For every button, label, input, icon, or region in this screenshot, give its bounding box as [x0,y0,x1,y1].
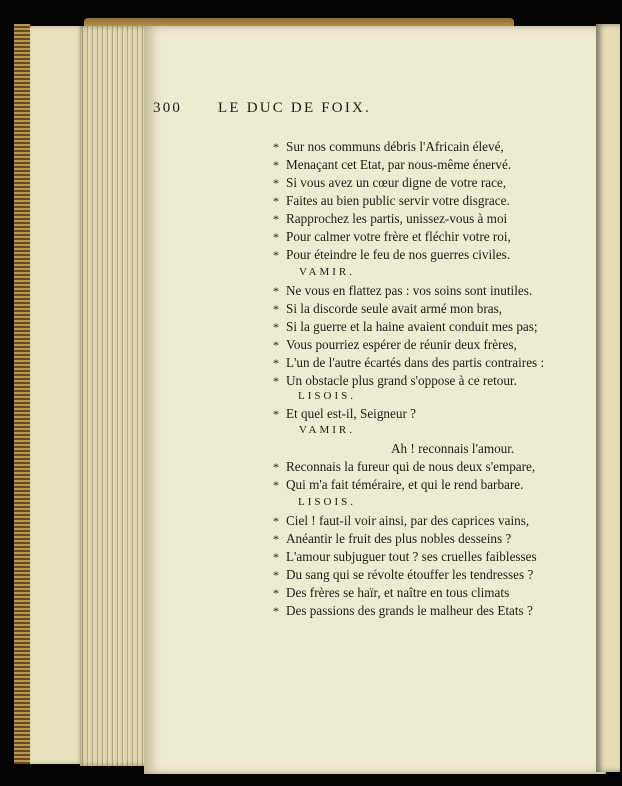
verse-line: * Des passions des grands le malheur des Etats ? [273,603,533,618]
speaker-vamir: VAMIR. [298,424,355,436]
verse-line: * Rapprochez les partis, unissez-vous à moi [273,211,508,226]
running-title: LE DUC DE FOIX. [218,100,372,116]
page-number: 300 [153,100,183,116]
speaker-vamir: VAMIR. [298,266,355,278]
verse-line: * Qui m'a fait téméraire, et qui le rend barbare. [273,477,524,492]
speaker-lisois: LISOIS. [298,390,356,402]
verse-line: * Menaçant cet Etat, par nous-même énervé. [273,157,512,172]
verse-line: * Vous pourriez espérer de réunir deux frères, [273,337,517,352]
verse-line: * Du sang qui se révolte étouffer les tendresses ? [273,567,534,582]
verse-line: * Si la guerre et la haine avaient conduit mes pas; [273,319,538,334]
verse-line: * L'amour subjuguer tout ? ses cruelles faiblesses [273,549,537,564]
verse-line: * Reconnais la fureur qui de nous deux s'empare, [273,459,536,474]
verse-line: * Des frères se haïr, et naître en tous climats [273,585,510,600]
verse-line: * Faites au bien public servir votre disgrace. [273,193,510,208]
verse-line: * Un obstacle plus grand s'oppose à ce retour. [273,373,517,388]
page-header [153,100,371,117]
verse-line-continued: Ah ! reconnais l'amour. [391,441,515,456]
verse-line: * Pour éteindre le feu de nos guerres civiles. [273,247,511,262]
verse-line: * Ne vous en flattez pas : vos soins sont inutiles. [273,283,533,298]
verse-line: * L'un de l'autre écartés dans des partis contraires : [273,355,545,370]
verse-line: * Si la discorde seule avait armé mon bras, [273,301,503,316]
verse-line: * Sur nos communs débris l'Africain élevé, [273,139,504,154]
left-page [30,26,82,764]
right-page-edge [596,24,620,772]
speaker-lisois: LISOIS. [298,496,356,508]
spine-edge [14,24,30,764]
verse-line: * Et quel est-il, Seigneur ? [273,406,417,421]
verse-line: * Si vous avez un cœur digne de votre race, [273,175,507,190]
verse-line: * Ciel ! faut-il voir ainsi, par des caprices vains, [273,513,530,528]
verse-line: * Pour calmer votre frère et fléchir votre roi, [273,229,511,244]
verse-line: * Anéantir le fruit des plus nobles desseins ? [273,531,512,546]
